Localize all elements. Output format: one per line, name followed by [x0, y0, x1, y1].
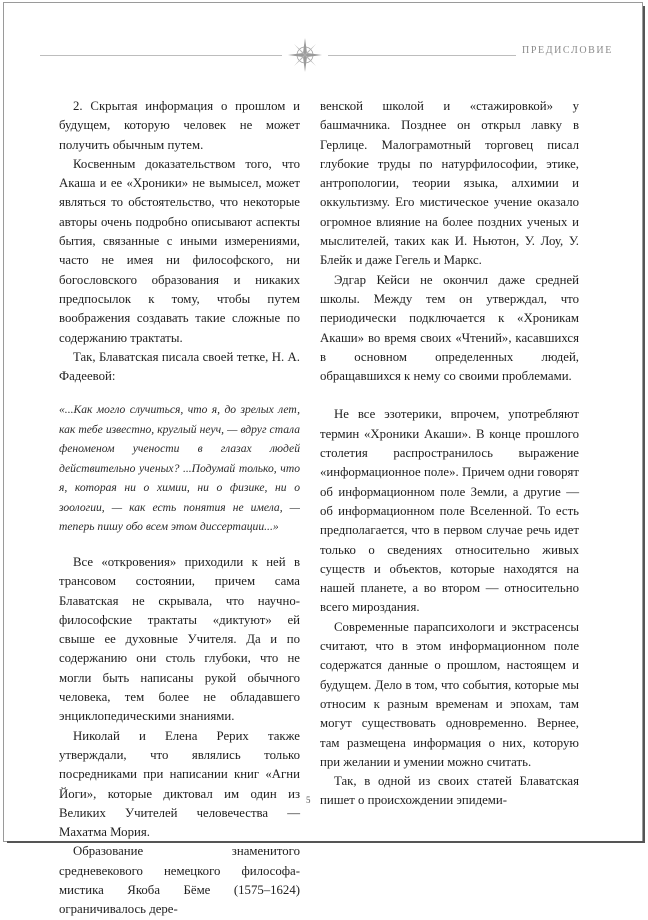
paragraph: Косвенным доказательством того, что Акаша и ее «Хроники» не вымысел, может являться то обстоятельство, что некоторые авторы очень подробно описывают аспекты бытия, связанные с иными измерениями, часто не имея ни философского, ни богословского образования и никаких предпосылок к тому, чтобы путем воображения создавать такие сложные по содержанию трактаты.: [59, 156, 300, 345]
header-rule-right: [328, 55, 516, 56]
paragraph: Эдгар Кейси не окончил даже средней школы. Между тем он утверждал, что периодически подключается к «Хроникам Акаши» во время своих «Чтений», касавшихся в основном определенных людей, обращавшихся к нему со своими проблемами.: [320, 272, 579, 384]
paragraph: Образование знаменитого средневекового немецкого философа-мистика Якоба Бёме (1575–1624) ограничивалось дере-: [59, 844, 300, 917]
paragraph: Так, Блаватская писала своей тетке, Н. А. Фадеевой:: [59, 349, 300, 384]
paragraph: венской школой и «стажировкой» у башмачника. Позднее он открыл лавку в Герлице. Малограмотный торговец писал глубокие труды по натурфилософии, этике, антропологии, теории языка, алхимии и оккультизму. Его мистическое учение оказало огромное влияние на более поздних ученых и мыслителей, таких как И. Ньютон, У. Лоу, У. Блейк и даже Гегель и Маркс.: [320, 99, 579, 268]
block-quote: «...Как могло случиться, что я, до зрелых лет, как тебе известно, круглый неуч, — вдруг стала феноменом учености в глазах людей действительно ученых? ...Подумай только, что я, которая ни о химии, ни о физике, ни о зоологии, — как есть понятия не имела, — теперь пишу обо всем этом диссертации...»: [59, 403, 300, 534]
paragraph: Так, в одной из своих статей Блаватская пишет о происхождении эпидеми-: [320, 774, 579, 808]
paragraph: 2. Скрытая информация о прошлом и будущем, которую человек не может получить обычным путем.: [59, 99, 300, 152]
page-number: 5: [306, 795, 311, 805]
paragraph: Современные парапсихологи и экстрасенсы считают, что в этом информационном поле содержатся данные о прошлом, настоящем и будущем. Дело в том, что события, которые мы относим к разным временам и эпохам, там могут существовать одновременно. Вернее, там размещена информация о них, которую при желании и умении можно считать.: [320, 619, 579, 769]
running-head: ПРЕДИСЛОВИЕ: [522, 45, 613, 56]
paragraph: Николай и Елена Рерих также утверждали, что являлись только посредниками при написании книг «Агни Йоги», которые диктовал им один из Великих Учителей человечества — Махатма Мория.: [59, 728, 300, 840]
right-column: [320, 97, 579, 811]
left-column: [59, 97, 300, 920]
page-shadow-right: [643, 6, 645, 842]
paragraph: Все «откровения» приходили к ней в трансовом состоянии, причем сама Блаватская не скрывала, что научно-философские трактаты «диктуют» ей свыше ее духовные Учителя. Да и по содержанию они столь глубоки, что не могли быть написаны рукой обычного человека, тем более не обладавшего энциклопедическими знаниями.: [59, 554, 300, 724]
header-rule-left: [40, 55, 282, 56]
compass-rose-icon: [287, 37, 323, 73]
paragraph: Не все эзотерики, впрочем, употребляют термин «Хроники Акаши». В конце прошлого столетия распространилось выражение «информационное поле». Причем одни говорят об информационном поле Земли, а другие — об информационном поле Вселенной. То есть предполагается, что в первом случае речь идет только о сведениях относительно живых существ и объектов, которые находятся на нашей планете, а во втором — относительно всего мироздания.: [320, 407, 579, 615]
